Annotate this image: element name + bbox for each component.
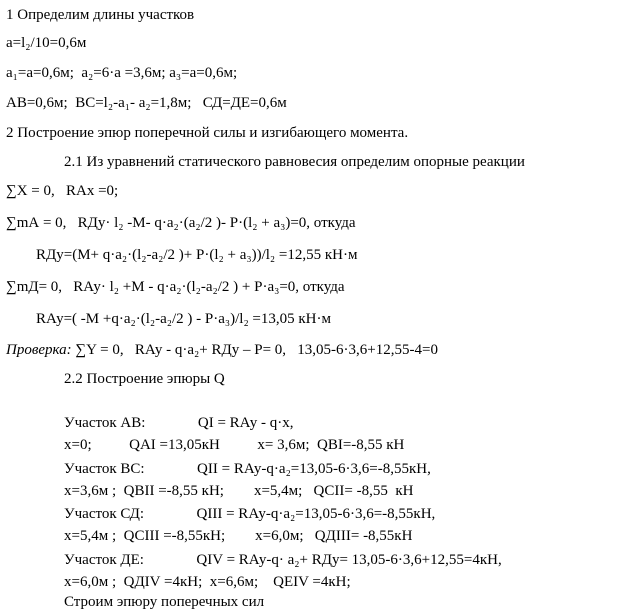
line-1: 1 Определим длины участков bbox=[6, 7, 195, 23]
line-5: 2 Построение эпюр поперечной силы и изгибающего момента. bbox=[6, 125, 409, 141]
line-20: Участок ДЕ: QIV = RАу-q· a₂+ RДу= 13,05-6·3,6+12,55=4кН, bbox=[64, 552, 502, 568]
line-11: RАу=( -М +q·a₂·(l₂-a₂/2 ) - P·a₃)/l₂ =13,05 кН·м bbox=[36, 311, 331, 327]
line-12: Проверка: ∑Y = 0, RАу - q·a₂+ RДу – P= 0, 13,05-6·3,6+12,55-4=0 bbox=[6, 342, 438, 358]
line-10: ∑mД= 0, RАу· l₂ +М - q·a₂·(l₂-a₂/2 ) + P·a₃=0, откуда bbox=[6, 279, 345, 295]
line-14: Участок АВ: QI = RАу - q·x, bbox=[64, 415, 294, 431]
line-4: АВ=0,6м; ВС=l₂-a₁- a₂=1,8м; СД=ДЕ=0,6м bbox=[6, 95, 287, 111]
line-9: RДу=(М+ q·a₂·(l₂-a₂/2 )+ P·(l₂ + a₃))/l₂ =12,55 кН·м bbox=[36, 247, 358, 263]
line-15: x=0; QАI =13,05кН x= 3,6м; QВI=-8,55 кН bbox=[64, 437, 405, 453]
line-22: Строим эпюру поперечных сил bbox=[64, 594, 265, 610]
line-19: x=5,4м ; QСIII =-8,55кН; x=6,0м; QДIII= -8,55кН bbox=[64, 528, 413, 544]
line-17: x=3,6м ; QВII =-8,55 кН; x=5,4м; QСII= -8,55 кН bbox=[64, 483, 414, 499]
line-3: a₁=a=0,6м; a₂=6·a =3,6м; a₃=a=0,6м; bbox=[6, 65, 238, 81]
line-8: ∑mА = 0, RДу· l₂ -М- q·a₂·(a₂/2 )- P·(l₂ + a₃)=0, откуда bbox=[6, 215, 356, 231]
line-7: ∑X = 0, RАх =0; bbox=[6, 183, 119, 199]
line-2: a=l₂/10=0,6м bbox=[6, 35, 87, 51]
line-16: Участок ВС: QII = RАу-q·a₂=13,05-6·3,6=-8,55кН, bbox=[64, 461, 431, 477]
line-18: Участок СД: QIII = RАу-q·a₂=13,05-6·3,6=-8,55кН, bbox=[64, 506, 436, 522]
line-13: 2.2 Построение эпюры Q bbox=[64, 371, 225, 387]
line-6: 2.1 Из уравнений статического равновесия определим опорные реакции bbox=[64, 154, 525, 170]
line-21: x=6,0м ; QДIV =4кН; x=6,6м; QЕIV =4кН; bbox=[64, 574, 351, 590]
